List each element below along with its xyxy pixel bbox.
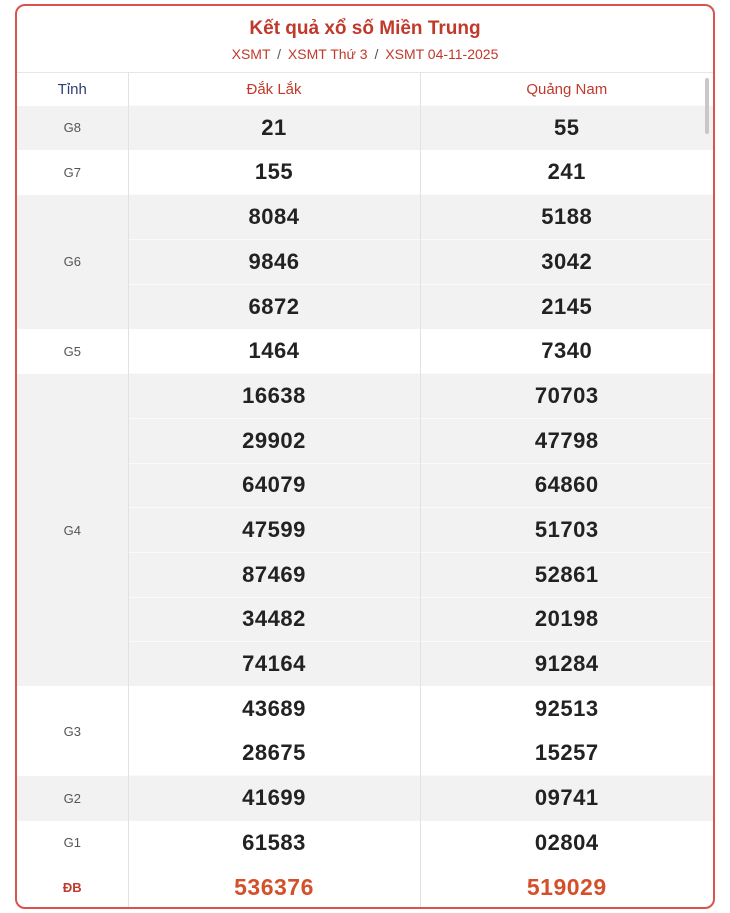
results-body: [17, 106, 713, 910]
breadcrumb-xsmt-weekday[interactable]: XSMT Thứ 3: [287, 46, 368, 62]
table-row: [17, 374, 713, 419]
table-row: [17, 776, 713, 821]
table-row: [17, 686, 713, 731]
prize-label: G4: [17, 374, 128, 687]
result-number-quang-nam: 55: [420, 106, 713, 151]
result-number-dak-lak: 29902: [128, 418, 420, 463]
result-number-dak-lak: 8084: [128, 195, 420, 240]
result-number-quang-nam: 3042: [420, 240, 713, 285]
prize-label: G3: [17, 686, 128, 775]
result-number-dak-lak: 536376: [128, 865, 420, 909]
result-number-quang-nam: 02804: [534, 829, 599, 855]
result-number-quang-nam: 47798: [420, 418, 713, 463]
result-number-quang-nam: 15257: [534, 740, 599, 766]
column-header-dak-lak[interactable]: Đắk Lắk: [128, 73, 420, 106]
result-number-quang-nam: 91284: [420, 642, 713, 687]
table-row: [17, 150, 713, 195]
column-header-province: Tỉnh: [17, 73, 128, 106]
result-number-quang-nam: 241: [547, 159, 586, 185]
prize-label: G6: [17, 195, 128, 329]
result-number-dak-lak: 34482: [128, 597, 420, 642]
prize-label: ĐB: [17, 865, 128, 909]
results-card: [15, 4, 715, 909]
result-number-quang-nam: 51703: [420, 508, 713, 553]
table-row: [17, 865, 713, 909]
result-number-dak-lak: 61583: [128, 821, 420, 866]
result-number-dak-lak: 74164: [128, 642, 420, 687]
table-row: [17, 106, 713, 151]
result-number-dak-lak: 64079: [128, 463, 420, 508]
table-row: [17, 821, 713, 866]
results-table: [17, 72, 713, 909]
result-number-quang-nam: 519029: [526, 874, 607, 901]
table-row: [17, 329, 713, 374]
result-number-dak-lak: 6872: [128, 284, 420, 329]
result-number-dak-lak: 28675: [128, 731, 420, 776]
result-number-quang-nam: 92513: [534, 695, 599, 721]
result-number-quang-nam: 70703: [420, 374, 713, 419]
result-number-dak-lak: 21: [128, 106, 420, 151]
result-number-quang-nam: 5188: [420, 195, 713, 240]
result-number-quang-nam: 2145: [420, 284, 713, 329]
table-row: [17, 195, 713, 240]
column-header-quang-nam[interactable]: Quảng Nam: [420, 73, 713, 106]
result-number-dak-lak: 41699: [128, 776, 420, 821]
scrollbar-thumb[interactable]: [705, 78, 709, 134]
result-number-quang-nam: 52861: [420, 552, 713, 597]
results-header: [17, 6, 713, 70]
result-number-dak-lak: 155: [128, 150, 420, 195]
result-number-quang-nam: 09741: [420, 776, 713, 821]
result-number-quang-nam: 64860: [420, 463, 713, 508]
breadcrumb-separator: /: [374, 46, 379, 62]
prize-label: G5: [17, 329, 128, 374]
result-number-dak-lak: 47599: [128, 508, 420, 553]
result-number-dak-lak: 87469: [128, 552, 420, 597]
result-number-quang-nam: 7340: [541, 338, 593, 364]
result-number-dak-lak: 43689: [128, 686, 420, 731]
breadcrumb-xsmt-date[interactable]: XSMT 04-11-2025: [385, 46, 499, 62]
breadcrumb-xsmt[interactable]: XSMT: [231, 46, 271, 62]
prize-label: G2: [17, 776, 128, 821]
prize-label: G7: [17, 150, 128, 195]
table-header-row: [17, 73, 713, 106]
prize-label: G8: [17, 106, 128, 151]
breadcrumb-separator: /: [277, 46, 282, 62]
result-number-quang-nam: 20198: [420, 597, 713, 642]
breadcrumb: [17, 45, 713, 63]
prize-label: G1: [17, 821, 128, 866]
page-title: Kết quả xổ số Miền Trung: [249, 18, 481, 39]
result-number-dak-lak: 9846: [128, 240, 420, 285]
result-number-dak-lak: 16638: [128, 374, 420, 419]
result-number-dak-lak: 1464: [128, 329, 420, 374]
